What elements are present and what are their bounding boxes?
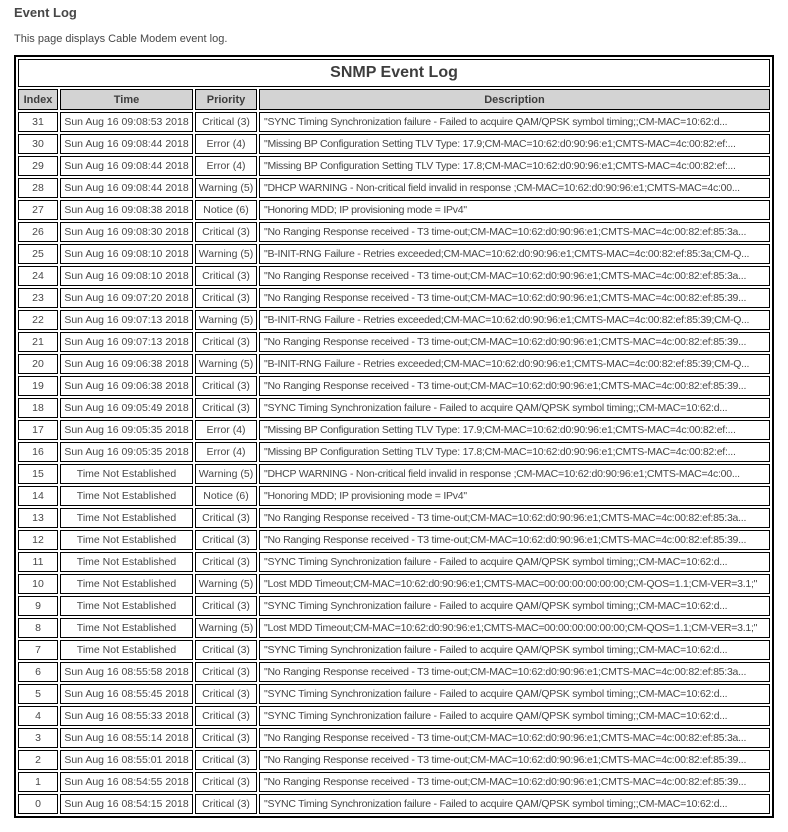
cell-description: "B-INIT-RNG Failure - Retries exceeded;CM-MAC=10:62:d0:90:96:e1;CMTS-MAC=4c:00:82:ef:85:39;CM-Q... xyxy=(259,310,770,330)
cell-description: "SYNC Timing Synchronization failure - Failed to acquire QAM/QPSK symbol timing;;CM-MAC=10:62:d... xyxy=(259,596,770,616)
cell-index: 25 xyxy=(18,244,58,264)
log-row xyxy=(18,574,770,594)
cell-priority: Error (4) xyxy=(195,156,257,176)
cell-description: "Missing BP Configuration Setting TLV Type: 17.9;CM-MAC=10:62:d0:90:96:e1;CMTS-MAC=4c:00:82:ef:... xyxy=(259,134,770,154)
cell-time: Time Not Established xyxy=(60,486,193,506)
cell-description: "Honoring MDD; IP provisioning mode = IPv4" xyxy=(259,200,770,220)
log-row xyxy=(18,486,770,506)
log-row xyxy=(18,354,770,374)
log-row xyxy=(18,244,770,264)
cell-description: "Missing BP Configuration Setting TLV Type: 17.8;CM-MAC=10:62:d0:90:96:e1;CMTS-MAC=4c:00:82:ef:... xyxy=(259,442,770,462)
cell-priority: Critical (3) xyxy=(195,398,257,418)
snmp-event-log-table xyxy=(14,55,774,818)
log-row xyxy=(18,376,770,396)
cell-time: Time Not Established xyxy=(60,618,193,638)
log-row xyxy=(18,156,770,176)
cell-description: "SYNC Timing Synchronization failure - Failed to acquire QAM/QPSK symbol timing;;CM-MAC=10:62:d... xyxy=(259,398,770,418)
log-row xyxy=(18,200,770,220)
cell-index: 3 xyxy=(18,728,58,748)
cell-time: Sun Aug 16 09:05:35 2018 xyxy=(60,420,193,440)
log-row xyxy=(18,464,770,484)
cell-description: "DHCP WARNING - Non-critical field invalid in response ;CM-MAC=10:62:d0:90:96:e1;CMTS-MAC=4c:00... xyxy=(259,464,770,484)
cell-priority: Warning (5) xyxy=(195,354,257,374)
cell-priority: Warning (5) xyxy=(195,464,257,484)
cell-time: Sun Aug 16 09:07:20 2018 xyxy=(60,288,193,308)
cell-time: Sun Aug 16 08:55:33 2018 xyxy=(60,706,193,726)
cell-time: Sun Aug 16 09:05:49 2018 xyxy=(60,398,193,418)
cell-time: Sun Aug 16 08:55:58 2018 xyxy=(60,662,193,682)
cell-priority: Critical (3) xyxy=(195,794,257,814)
cell-time: Sun Aug 16 09:06:38 2018 xyxy=(60,376,193,396)
cell-index: 22 xyxy=(18,310,58,330)
cell-priority: Critical (3) xyxy=(195,222,257,242)
cell-description: "No Ranging Response received - T3 time-out;CM-MAC=10:62:d0:90:96:e1;CMTS-MAC=4c:00:82:ef:85:3a... xyxy=(259,222,770,242)
page-subtitle: This page displays Cable Modem event log. xyxy=(14,33,228,45)
log-row xyxy=(18,530,770,550)
cell-index: 30 xyxy=(18,134,58,154)
cell-index: 17 xyxy=(18,420,58,440)
cell-description: "SYNC Timing Synchronization failure - Failed to acquire QAM/QPSK symbol timing;;CM-MAC=10:62:d... xyxy=(259,684,770,704)
cell-index: 27 xyxy=(18,200,58,220)
cell-priority: Error (4) xyxy=(195,420,257,440)
cell-time: Sun Aug 16 09:08:38 2018 xyxy=(60,200,193,220)
cell-priority: Critical (3) xyxy=(195,662,257,682)
column-header-row xyxy=(18,89,770,110)
cell-priority: Warning (5) xyxy=(195,244,257,264)
cell-description: "SYNC Timing Synchronization failure - Failed to acquire QAM/QPSK symbol timing;;CM-MAC=10:62:d... xyxy=(259,552,770,572)
cell-description: "DHCP WARNING - Non-critical field invalid in response ;CM-MAC=10:62:d0:90:96:e1;CMTS-MAC=4c:00... xyxy=(259,178,770,198)
cell-priority: Critical (3) xyxy=(195,376,257,396)
cell-time: Time Not Established xyxy=(60,464,193,484)
page-title: Event Log xyxy=(14,5,77,20)
cell-description: "No Ranging Response received - T3 time-out;CM-MAC=10:62:d0:90:96:e1;CMTS-MAC=4c:00:82:ef:85:39... xyxy=(259,332,770,352)
log-row xyxy=(18,596,770,616)
cell-description: "SYNC Timing Synchronization failure - Failed to acquire QAM/QPSK symbol timing;;CM-MAC=10:62:d... xyxy=(259,706,770,726)
log-row xyxy=(18,332,770,352)
column-header-priority: Priority xyxy=(195,89,257,110)
cell-index: 26 xyxy=(18,222,58,242)
cell-priority: Critical (3) xyxy=(195,706,257,726)
cell-time: Sun Aug 16 09:08:30 2018 xyxy=(60,222,193,242)
cell-priority: Critical (3) xyxy=(195,728,257,748)
cell-priority: Critical (3) xyxy=(195,750,257,770)
log-row xyxy=(18,706,770,726)
cell-time: Sun Aug 16 09:08:10 2018 xyxy=(60,266,193,286)
cell-index: 19 xyxy=(18,376,58,396)
log-row xyxy=(18,112,770,132)
cell-description: "No Ranging Response received - T3 time-out;CM-MAC=10:62:d0:90:96:e1;CMTS-MAC=4c:00:82:ef:85:39... xyxy=(259,750,770,770)
cell-priority: Critical (3) xyxy=(195,112,257,132)
cell-description: "B-INIT-RNG Failure - Retries exceeded;CM-MAC=10:62:d0:90:96:e1;CMTS-MAC=4c:00:82:ef:85:3a;CM-Q... xyxy=(259,244,770,264)
log-row xyxy=(18,222,770,242)
cell-description: "No Ranging Response received - T3 time-out;CM-MAC=10:62:d0:90:96:e1;CMTS-MAC=4c:00:82:ef:85:3a... xyxy=(259,508,770,528)
cell-index: 10 xyxy=(18,574,58,594)
cell-index: 7 xyxy=(18,640,58,660)
cell-description: "SYNC Timing Synchronization failure - Failed to acquire QAM/QPSK symbol timing;;CM-MAC=10:62:d... xyxy=(259,112,770,132)
cell-time: Sun Aug 16 09:06:38 2018 xyxy=(60,354,193,374)
cell-priority: Critical (3) xyxy=(195,640,257,660)
cell-description: "B-INIT-RNG Failure - Retries exceeded;CM-MAC=10:62:d0:90:96:e1;CMTS-MAC=4c:00:82:ef:85:39;CM-Q... xyxy=(259,354,770,374)
cell-index: 4 xyxy=(18,706,58,726)
cell-time: Sun Aug 16 08:55:01 2018 xyxy=(60,750,193,770)
cell-time: Sun Aug 16 09:08:53 2018 xyxy=(60,112,193,132)
cell-time: Time Not Established xyxy=(60,552,193,572)
cell-priority: Warning (5) xyxy=(195,178,257,198)
cell-index: 8 xyxy=(18,618,58,638)
log-row xyxy=(18,552,770,572)
log-row xyxy=(18,288,770,308)
log-row xyxy=(18,508,770,528)
cell-description: "No Ranging Response received - T3 time-out;CM-MAC=10:62:d0:90:96:e1;CMTS-MAC=4c:00:82:ef:85:3a... xyxy=(259,662,770,682)
cell-time: Time Not Established xyxy=(60,530,193,550)
cell-description: "No Ranging Response received - T3 time-out;CM-MAC=10:62:d0:90:96:e1;CMTS-MAC=4c:00:82:ef:85:39... xyxy=(259,772,770,792)
log-row xyxy=(18,266,770,286)
cell-time: Sun Aug 16 09:07:13 2018 xyxy=(60,332,193,352)
cell-index: 6 xyxy=(18,662,58,682)
cell-priority: Warning (5) xyxy=(195,310,257,330)
cell-priority: Error (4) xyxy=(195,442,257,462)
cell-index: 1 xyxy=(18,772,58,792)
cell-time: Sun Aug 16 08:54:55 2018 xyxy=(60,772,193,792)
log-row xyxy=(18,750,770,770)
cell-priority: Critical (3) xyxy=(195,552,257,572)
cell-time: Sun Aug 16 09:08:44 2018 xyxy=(60,134,193,154)
cell-time: Sun Aug 16 08:55:14 2018 xyxy=(60,728,193,748)
cell-time: Sun Aug 16 09:08:10 2018 xyxy=(60,244,193,264)
cell-description: "No Ranging Response received - T3 time-out;CM-MAC=10:62:d0:90:96:e1;CMTS-MAC=4c:00:82:ef:85:3a... xyxy=(259,728,770,748)
cell-priority: Critical (3) xyxy=(195,772,257,792)
cell-index: 15 xyxy=(18,464,58,484)
cell-description: "No Ranging Response received - T3 time-out;CM-MAC=10:62:d0:90:96:e1;CMTS-MAC=4c:00:82:ef:85:3a... xyxy=(259,266,770,286)
cell-time: Sun Aug 16 09:08:44 2018 xyxy=(60,178,193,198)
log-row xyxy=(18,134,770,154)
cell-priority: Critical (3) xyxy=(195,266,257,286)
cell-index: 14 xyxy=(18,486,58,506)
cell-index: 28 xyxy=(18,178,58,198)
cell-time: Sun Aug 16 09:07:13 2018 xyxy=(60,310,193,330)
cell-index: 13 xyxy=(18,508,58,528)
cell-description: "Lost MDD Timeout;CM-MAC=10:62:d0:90:96:e1;CMTS-MAC=00:00:00:00:00:00;CM-QOS=1.1;CM-VER=3.1;" xyxy=(259,618,770,638)
column-header-time: Time xyxy=(60,89,193,110)
cell-time: Time Not Established xyxy=(60,596,193,616)
log-row xyxy=(18,618,770,638)
cell-index: 16 xyxy=(18,442,58,462)
cell-index: 11 xyxy=(18,552,58,572)
cell-index: 9 xyxy=(18,596,58,616)
log-row xyxy=(18,772,770,792)
cell-index: 23 xyxy=(18,288,58,308)
cell-description: "Lost MDD Timeout;CM-MAC=10:62:d0:90:96:e1;CMTS-MAC=00:00:00:00:00:00;CM-QOS=1.1;CM-VER=3.1;" xyxy=(259,574,770,594)
cell-priority: Critical (3) xyxy=(195,530,257,550)
log-row xyxy=(18,662,770,682)
cell-index: 0 xyxy=(18,794,58,814)
table-title: SNMP Event Log xyxy=(18,59,770,87)
cell-index: 12 xyxy=(18,530,58,550)
cell-index: 29 xyxy=(18,156,58,176)
cell-priority: Warning (5) xyxy=(195,574,257,594)
log-row xyxy=(18,640,770,660)
cell-index: 21 xyxy=(18,332,58,352)
log-row xyxy=(18,442,770,462)
cell-time: Sun Aug 16 08:54:15 2018 xyxy=(60,794,193,814)
column-header-index: Index xyxy=(18,89,58,110)
log-row xyxy=(18,728,770,748)
cell-index: 18 xyxy=(18,398,58,418)
log-row xyxy=(18,310,770,330)
cell-time: Time Not Established xyxy=(60,508,193,528)
cell-index: 24 xyxy=(18,266,58,286)
cell-time: Time Not Established xyxy=(60,574,193,594)
cell-description: "Missing BP Configuration Setting TLV Type: 17.9;CM-MAC=10:62:d0:90:96:e1;CMTS-MAC=4c:00:82:ef:... xyxy=(259,420,770,440)
cell-description: "Missing BP Configuration Setting TLV Type: 17.8;CM-MAC=10:62:d0:90:96:e1;CMTS-MAC=4c:00:82:ef:... xyxy=(259,156,770,176)
cell-description: "No Ranging Response received - T3 time-out;CM-MAC=10:62:d0:90:96:e1;CMTS-MAC=4c:00:82:ef:85:39... xyxy=(259,288,770,308)
cell-time: Sun Aug 16 08:55:45 2018 xyxy=(60,684,193,704)
log-row xyxy=(18,684,770,704)
cell-time: Sun Aug 16 09:08:44 2018 xyxy=(60,156,193,176)
cell-description: "SYNC Timing Synchronization failure - Failed to acquire QAM/QPSK symbol timing;;CM-MAC=10:62:d... xyxy=(259,640,770,660)
cell-description: "No Ranging Response received - T3 time-out;CM-MAC=10:62:d0:90:96:e1;CMTS-MAC=4c:00:82:ef:85:39... xyxy=(259,376,770,396)
cell-time: Sun Aug 16 09:05:35 2018 xyxy=(60,442,193,462)
cell-index: 20 xyxy=(18,354,58,374)
cell-priority: Notice (6) xyxy=(195,486,257,506)
log-table-body xyxy=(18,112,770,814)
cell-priority: Critical (3) xyxy=(195,288,257,308)
cell-priority: Notice (6) xyxy=(195,200,257,220)
log-row xyxy=(18,398,770,418)
cell-description: "SYNC Timing Synchronization failure - Failed to acquire QAM/QPSK symbol timing;;CM-MAC=10:62:d... xyxy=(259,794,770,814)
log-row xyxy=(18,420,770,440)
cell-priority: Warning (5) xyxy=(195,618,257,638)
cell-priority: Critical (3) xyxy=(195,508,257,528)
cell-index: 31 xyxy=(18,112,58,132)
cell-priority: Critical (3) xyxy=(195,596,257,616)
cell-description: "Honoring MDD; IP provisioning mode = IPv4" xyxy=(259,486,770,506)
cell-index: 2 xyxy=(18,750,58,770)
column-header-description: Description xyxy=(259,89,770,110)
cell-priority: Error (4) xyxy=(195,134,257,154)
log-row xyxy=(18,794,770,814)
log-row xyxy=(18,178,770,198)
cell-time: Time Not Established xyxy=(60,640,193,660)
cell-priority: Critical (3) xyxy=(195,332,257,352)
table-title-row xyxy=(18,59,770,87)
cell-description: "No Ranging Response received - T3 time-out;CM-MAC=10:62:d0:90:96:e1;CMTS-MAC=4c:00:82:ef:85:39... xyxy=(259,530,770,550)
cell-index: 5 xyxy=(18,684,58,704)
cell-priority: Critical (3) xyxy=(195,684,257,704)
